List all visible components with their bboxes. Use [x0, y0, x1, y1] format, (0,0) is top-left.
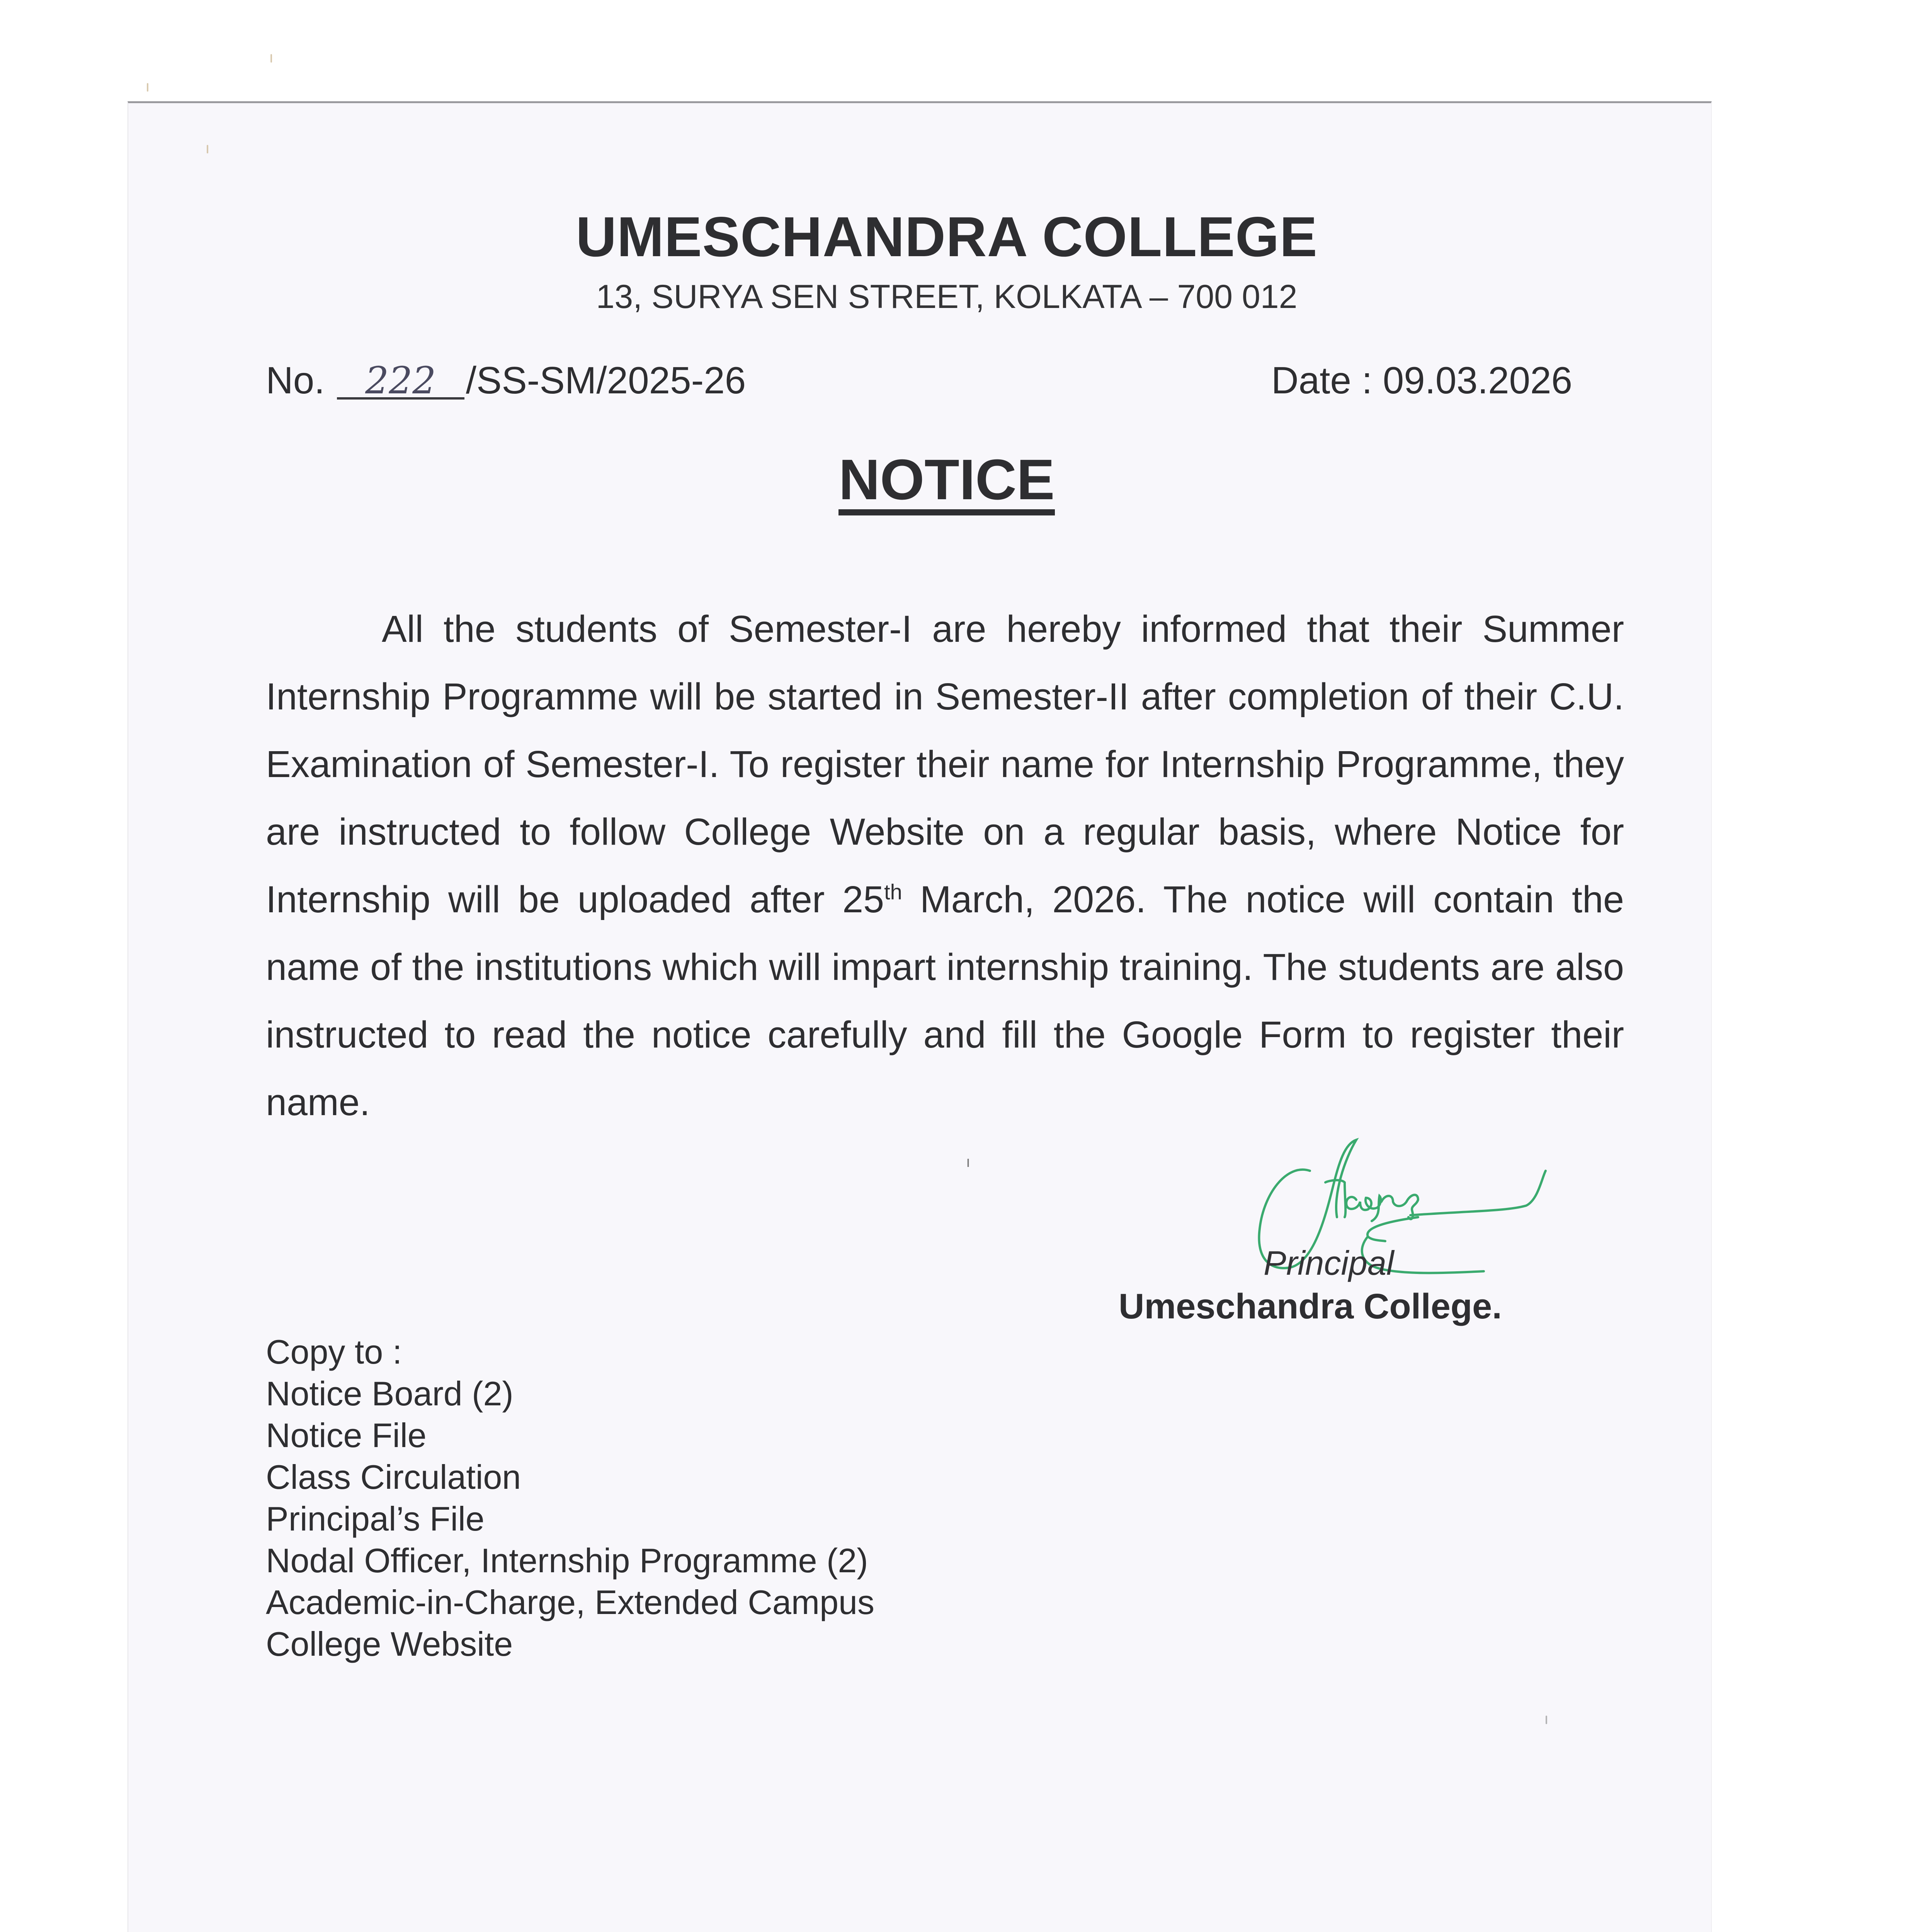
copy-to-list	[266, 1331, 874, 1665]
scan-speck	[147, 83, 148, 92]
reference-suffix: /SS-SM/2025-26	[466, 359, 746, 401]
notice-title-text: NOTICE	[838, 451, 1054, 515]
handwritten-reference-number: 222	[337, 364, 464, 400]
copy-recipient: Notice Board (2)	[266, 1374, 514, 1413]
signatory-organization: Umeschandra College.	[1119, 1287, 1502, 1326]
college-address: 13, SURYA SEN STREET, KOLKATA – 700 012	[596, 278, 1298, 315]
scan-speck	[270, 54, 272, 63]
notice-body	[266, 595, 1624, 1136]
notice-title	[0, 448, 1893, 515]
date-label: Date :	[1271, 359, 1372, 401]
ordinal-superscript: th	[884, 879, 902, 904]
copy-recipient: Principal’s File	[266, 1500, 485, 1538]
copy-to-heading: Copy to :	[266, 1333, 402, 1371]
stray-ink-mark: ı	[966, 1153, 971, 1170]
copy-recipient: Class Circulation	[266, 1458, 521, 1496]
reference-number	[266, 361, 746, 400]
notice-body-part1: All the students of Semester-I are hereby informed that their Summer Internship Programme will be started in Semester-II after completion of their C.U. Examination of Semester-I. To register their name for Internship Programme, they are instructed to follow College Website on a regular basis, where Notice for Internship will be uploaded after 25	[266, 608, 1624, 920]
signature-stroke	[1410, 1171, 1546, 1215]
notice-body-part2: March, 2026. The notice will contain the name of the institutions which will impart internship training. The students are also instructed to read the notice carefully and fill the Google Form to register their name.	[266, 878, 1624, 1123]
copy-recipient: Notice File	[266, 1416, 427, 1454]
copy-recipient: College Website	[266, 1625, 513, 1663]
college-name: UMESCHANDRA COLLEGE	[576, 205, 1318, 268]
reference-prefix: No.	[266, 359, 325, 401]
signatory-designation: Principal	[1264, 1244, 1394, 1282]
notice-date	[1271, 361, 1572, 399]
copy-recipient: Nodal Officer, Internship Programme (2)	[266, 1541, 868, 1580]
scan-speck	[207, 145, 208, 153]
scan-speck	[1546, 1716, 1547, 1724]
copy-recipient: Academic-in-Charge, Extended Campus	[266, 1583, 874, 1621]
date-value: 09.03.2026	[1383, 359, 1573, 401]
signature-stroke	[1346, 1195, 1418, 1221]
